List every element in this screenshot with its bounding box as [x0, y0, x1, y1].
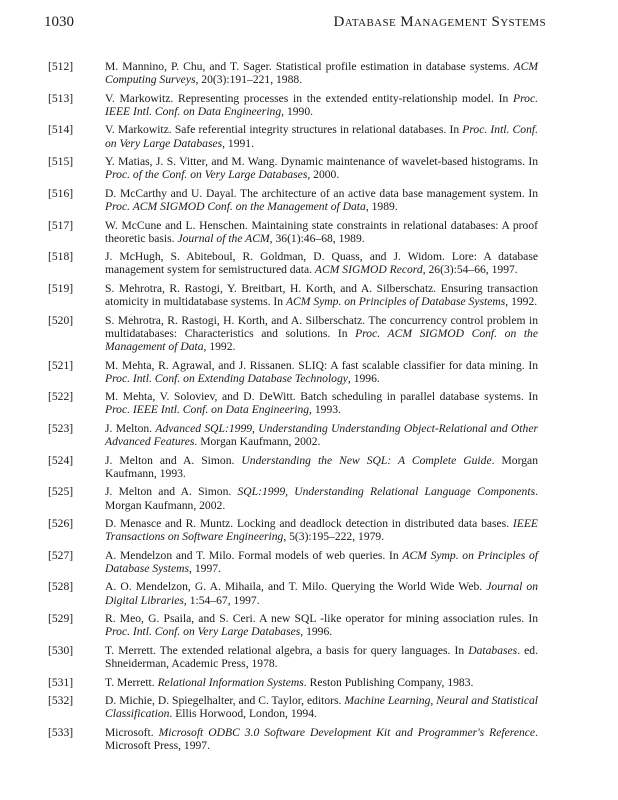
- reference-text: . Ellis Horwood, London, 1994.: [169, 707, 317, 721]
- reference-text: . Morgan Kaufmann, 2002.: [194, 435, 321, 449]
- reference-venue: Relational Information Systems: [157, 675, 304, 689]
- reference-number: [525]: [48, 485, 74, 499]
- reference-text: A. Mendelzon and T. Milo. Formal models of web queries. In: [105, 548, 403, 562]
- reference-venue: SQL:1999, Understanding Relational Language Components: [237, 485, 536, 499]
- reference-text: , 36(1):46–68, 1989.: [269, 231, 365, 245]
- reference-text: . ed. Shneiderman, Academic Press, 1978.: [105, 643, 538, 671]
- reference-venue: Proc. Intl. Conf. on Very Large Databases: [105, 123, 538, 150]
- reference-entry: [48, 282, 538, 308]
- reference-text: R. Meo, G. Psaila, and S. Ceri. A new SQL -like operator for mining association rules. In: [105, 612, 538, 626]
- reference-number: [526]: [48, 517, 74, 531]
- reference-entry: [48, 676, 538, 689]
- reference-number: [522]: [48, 390, 74, 404]
- reference-number: [514]: [48, 123, 74, 137]
- reference-entry: [48, 187, 538, 213]
- reference-venue: Microsoft ODBC 3.0 Software Development Kit and Programmer's Reference: [158, 725, 536, 739]
- reference-venue: IEEE Transactions on Software Engineering: [105, 517, 538, 544]
- page-number: 1030: [44, 14, 74, 30]
- reference-entry: [48, 359, 538, 385]
- reference-entry: [48, 123, 538, 149]
- reference-text: D. Michie, D. Spiegelhalter, and C. Taylor, editors.: [105, 694, 345, 708]
- reference-venue: Proc. of the Conf. on Very Large Databases: [105, 168, 308, 182]
- reference-text: D. McCarthy and U. Dayal. The architecture of an active data base management system. In: [105, 186, 538, 200]
- reference-list: [48, 60, 538, 757]
- reference-number: [512]: [48, 60, 74, 73]
- reference-text: , 1997.: [189, 561, 221, 575]
- reference-venue: Journal of the ACM: [177, 231, 270, 245]
- reference-text: Y. Matias, J. S. Vitter, and M. Wang. Dynamic maintenance of wavelet-based histograms. In: [105, 155, 538, 169]
- reference-entry: [48, 219, 538, 245]
- reference-number: [517]: [48, 218, 74, 232]
- reference-text: , 1992.: [203, 340, 236, 354]
- reference-entry: [48, 92, 538, 118]
- reference-text: Microsoft.: [105, 725, 159, 739]
- reference-venue: Proc. IEEE Intl. Conf. on Data Engineering: [105, 403, 310, 417]
- reference-number: [531]: [48, 675, 74, 689]
- reference-text: A. O. Mendelzon, G. A. Mihaila, and T. Milo. Querying the World Wide Web.: [105, 580, 487, 594]
- reference-number: [530]: [48, 643, 74, 657]
- reference-venue: Proc. Intl. Conf. on Very Large Databases: [105, 625, 301, 639]
- reference-number: [515]: [48, 155, 74, 169]
- reference-entry: [48, 612, 538, 638]
- reference-venue: Machine Learning, Neural and Statistical Classification: [105, 694, 538, 721]
- reference-text: , 1990.: [281, 104, 314, 118]
- reference-text: , 1989.: [365, 200, 398, 214]
- reference-entry: [48, 390, 538, 416]
- reference-number: [519]: [48, 281, 74, 295]
- reference-text: T. Merrett.: [105, 675, 158, 689]
- reference-entry: [48, 60, 538, 86]
- reference-entry: [48, 694, 538, 720]
- reference-number: [524]: [48, 453, 74, 467]
- reference-number: [527]: [48, 548, 74, 562]
- reference-number: [528]: [48, 580, 74, 594]
- reference-entry: [48, 155, 538, 181]
- reference-entry: [48, 250, 538, 276]
- reference-venue: Proc. IEEE Intl. Conf. on Data Engineering: [105, 91, 538, 118]
- reference-text: M. Mehta, R. Agrawal, and J. Rissanen. SLIQ: A fast scalable classifier for data mining. In: [105, 358, 538, 372]
- reference-text: . Reston Publishing Company, 1983.: [303, 675, 474, 689]
- reference-text: V. Markowitz. Safe referential integrity structures in relational databases. In: [105, 123, 463, 137]
- reference-text: S. Mehrotra, R. Rastogi, Y. Breitbart, H. Korth, and A. Silberschatz. Ensuring transaction atomicity in multidatabase systems. In: [105, 281, 538, 309]
- reference-text: M. Mannino, P. Chu, and T. Sager. Statistical profile estimation in database systems.: [105, 60, 514, 73]
- page-header: [44, 14, 546, 34]
- reference-text: . Morgan Kaufmann, 1993.: [105, 453, 538, 480]
- reference-venue: Journal on Digital Libraries: [105, 580, 539, 607]
- reference-venue: ACM SIGMOD Record: [314, 263, 423, 277]
- reference-venue: Understanding the New SQL: A Complete Guide: [241, 453, 492, 467]
- reference-venue: Proc. ACM SIGMOD Conf. on the Management of Data: [105, 326, 538, 354]
- reference-number: [532]: [48, 694, 74, 708]
- reference-number: [516]: [48, 186, 74, 200]
- reference-number: [518]: [48, 250, 74, 264]
- reference-entry: [48, 726, 538, 752]
- reference-text: , 1993.: [309, 403, 341, 417]
- reference-text: . Morgan Kaufmann, 2002.: [105, 485, 538, 512]
- reference-text: , 1991.: [222, 136, 254, 150]
- reference-venue: Databases: [468, 643, 518, 657]
- reference-entry: [48, 580, 538, 606]
- reference-number: [529]: [48, 612, 74, 626]
- reference-text: J. Melton.: [105, 421, 156, 435]
- reference-text: T. Merrett. The extended relational algebra, a basis for query languages. In: [105, 643, 469, 657]
- reference-entry: [48, 644, 538, 670]
- reference-text: . Microsoft Press, 1997.: [105, 725, 538, 752]
- reference-entry: [48, 314, 538, 354]
- reference-entry: [48, 422, 538, 448]
- running-title: Database Management Systems: [333, 14, 546, 30]
- reference-number: [523]: [48, 421, 74, 435]
- reference-text: J. McHugh, S. Abiteboul, R. Goldman, D. Quass, and J. Widom. Lore: A database management system for semistructured data.: [105, 250, 538, 277]
- reference-text: , 5(3):195–222, 1979.: [283, 530, 385, 544]
- reference-text: , 1992.: [505, 295, 538, 309]
- reference-entry: [48, 517, 538, 543]
- reference-text: , 20(3):191–221, 1988.: [195, 73, 303, 87]
- reference-text: J. Melton and A. Simon.: [105, 485, 238, 499]
- reference-venue: ACM Symp. on Principles of Database Systems: [285, 295, 506, 309]
- reference-venue: ACM Computing Surveys: [105, 60, 538, 87]
- reference-entry: [48, 454, 538, 480]
- reference-number: [513]: [48, 91, 74, 105]
- reference-text: M. Mehta, V. Soloviev, and D. DeWitt. Batch scheduling in parallel database systems. In: [105, 390, 538, 404]
- reference-entry: [48, 549, 538, 575]
- reference-text: , 1:54–67, 1997.: [183, 593, 260, 607]
- reference-text: , 2000.: [307, 168, 340, 182]
- reference-text: , 1996.: [347, 371, 380, 385]
- reference-number: [533]: [48, 725, 74, 739]
- reference-text: J. Melton and A. Simon.: [105, 453, 242, 467]
- reference-text: S. Mehrotra, R. Rastogi, H. Korth, and A. Silberschatz. The concurrency control problem in multidatabases: Characteristics and solutions. In: [105, 313, 538, 340]
- reference-text: V. Markowitz. Representing processes in the extended entity-relationship model. In: [105, 91, 513, 105]
- reference-venue: Advanced SQL:1999, Understanding Understanding Object-Relational and Other Advanced Features: [105, 421, 538, 449]
- reference-text: W. McCune and L. Henschen. Maintaining state constraints in relational databases: A proof theoretic basis.: [105, 218, 538, 245]
- reference-number: [520]: [48, 313, 74, 327]
- reference-number: [521]: [48, 358, 74, 372]
- reference-venue: ACM Symp. on Principles of Database Systems: [105, 548, 539, 575]
- reference-entry: [48, 485, 538, 511]
- reference-text: , 26(3):54–66, 1997.: [422, 263, 518, 277]
- reference-text: , 1996.: [300, 625, 333, 639]
- reference-text: D. Menasce and R. Muntz. Locking and deadlock detection in distributed data bases.: [105, 517, 513, 531]
- reference-venue: Proc. ACM SIGMOD Conf. on the Management of Data: [105, 200, 366, 214]
- reference-venue: Proc. Intl. Conf. on Extending Database Technology: [105, 371, 348, 385]
